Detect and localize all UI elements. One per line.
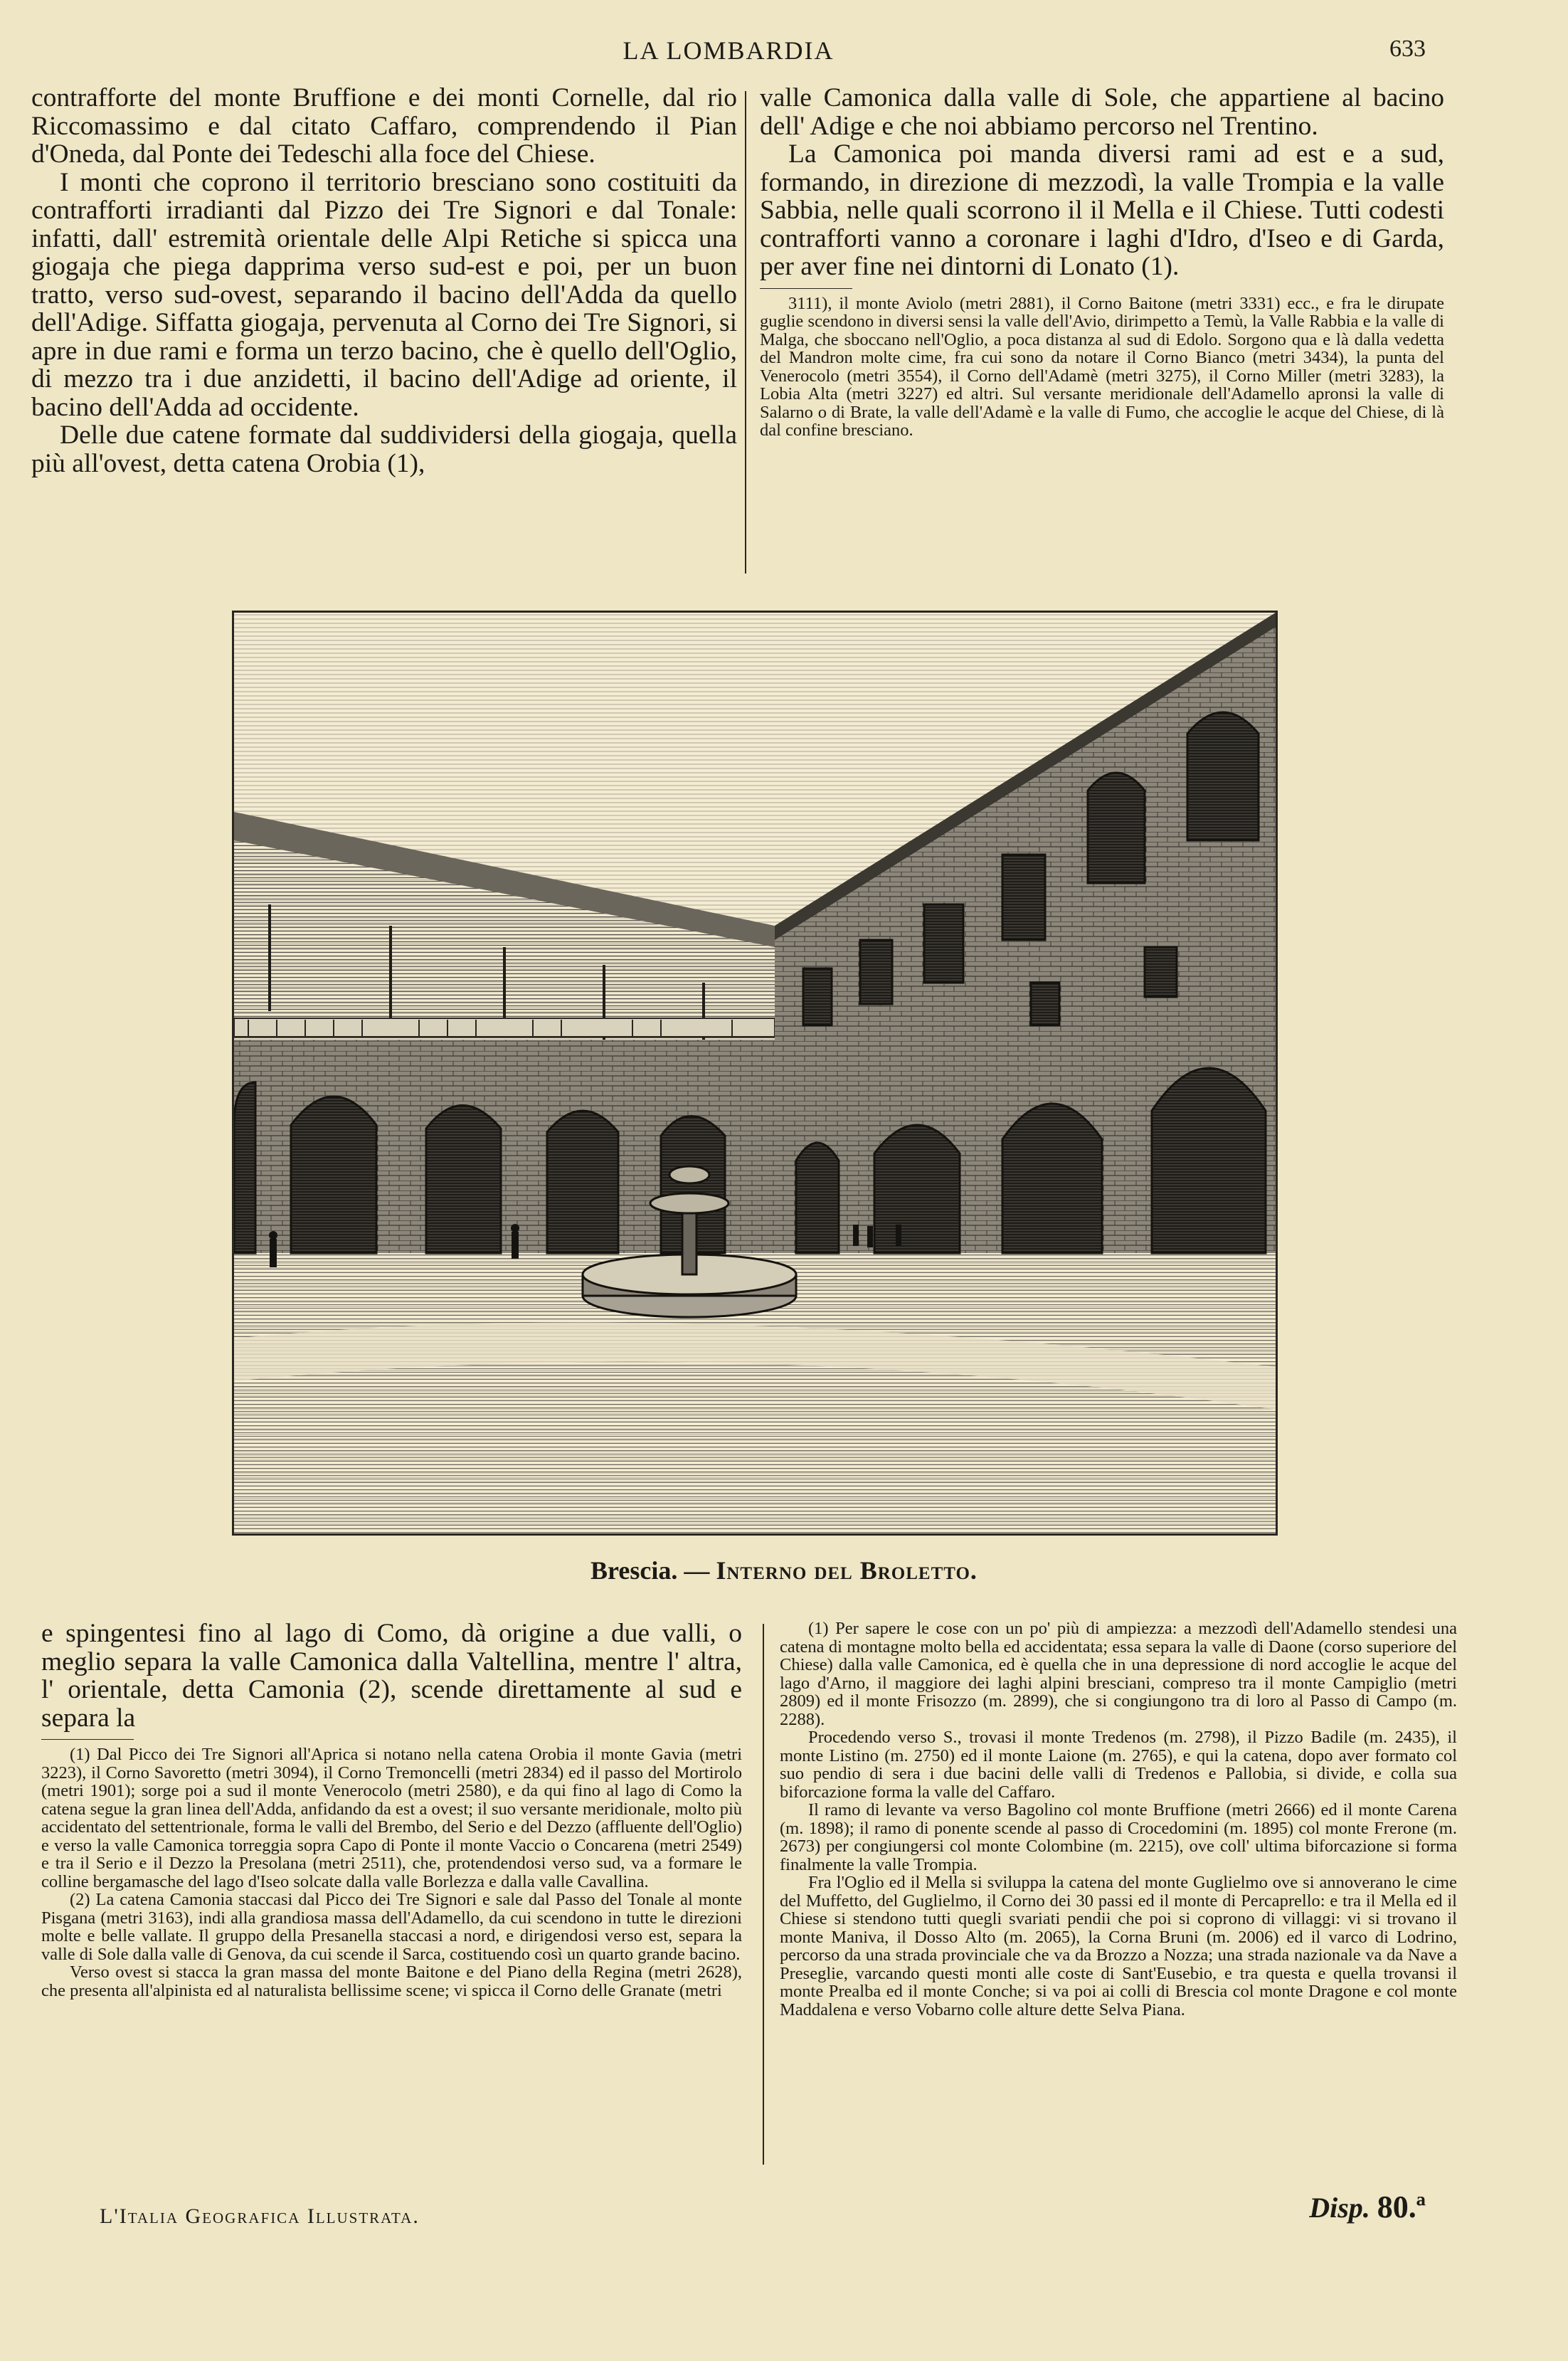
top-left-column (31, 84, 737, 477)
bottom-right-column (780, 1620, 1457, 2019)
paragraph: I monti che coprono il territorio bresciano sono costituiti da contrafforti irradianti dal Pizzo dei Tre Signori e dal Tonale: infatti, dall' estremità orientale delle Alpi Retiche si spicca una giogaja che piega dapprima verso sud-est e poi, per un buon tratto, verso sud-ovest, separando il bacino dell'Adda da quello dell'Adige. Siffatta giogaja, pervenuta al Corno dei Tre Signori, si apre in due rami e forma un terzo bacino, che è quello dell'Oglio, di mezzo tra i due anzidetti, il bacino dell'Adige ad oriente, il bacino dell'Adda ad occidente. (31, 167, 737, 422)
footnote: Procedendo verso S., trovasi il monte Tredenos (m. 2798), il Pizzo Badile (m. 2435), il monte Listino (m. 2750) ed il monte Laione (m. 2765), e qui la catena, dopo aver formato col suo pendio di sera i due bacini delle valli di Tredenos e Pallobia, si divide, e colla sua biforcazione forma la valle del Caffaro. (780, 1728, 1457, 1802)
footnote: (2) La catena Camonia staccasi dal Picco dei Tre Signori e sale dal Passo del Tonale al monte Pisgana (metri 3163), indi alla grandiosa massa dell'Adamello, da cui scendono in tutte le direzioni molte e belle vallate. Il gruppo della Presanella staccasi a nord, e dirigendosi verso est, separa la valle di Sole dalla valle di Genova, da cui scende il Sarca, costituendo così un quarto grande bacino. (41, 1890, 742, 1964)
footnote: (1) Per sapere le cose con un po' più di ampiezza: a mezzodì dell'Adamello stendesi una catena di montagne molto bella ed accidentata; essa separa la valle di Daone (corso superiore del Chiese) dalla valle Camonica, ed è quella che in una depressione di nord accoglie le acque del lago d'Arno, il maggiore dei laghi alpini bresciani, compreso tra il monte Campiglio (metri 2809) ed il monte Frisozzo (m. 2899), che si congiungono tra di loro al Passo di Campo (m. 2288). (780, 1619, 1457, 1729)
dispensa-number: 80.ª (1377, 2190, 1426, 2224)
paragraph: e spingentesi fino al lago di Como, dà origine a due valli, o meglio separa la valle Camonica dalla Valtellina, mentre l' altra, l' orientale, detta Camonia (2), scende direttamente al sud e separa la (41, 1619, 742, 1733)
running-title: LA LOMBARDIA (623, 36, 835, 65)
engraving-brescia-broletto (232, 611, 1278, 1536)
publication-title: L'Italia Geografica Illustrata. (100, 2204, 420, 2228)
footnote: Verso ovest si stacca la gran massa del monte Baitone e del Piano della Regina (metri 2628), che presenta all'alpinista ed al naturalista bellissime scene; vi spicca il Corno delle Granate (metri (41, 1963, 742, 2000)
footnote: 3111), il monte Aviolo (metri 2881), il Corno Baitone (metri 3331) ecc., e fra le dirupate guglie scendono in diversi sensi la valle dell'Avio, dirimpetto a Temù, la Valle Rabbia e la valle di Malga, che sboccano nell'Oglio, a poca distanza al sud di Edolo. Sorgono qua e là dalla vedetta del Mandron molte cime, fra cui sono da notare il Corno Bianco (metri 3434), la punta del Venerocolo (metri 3554), il Corno dell'Adamè (metri 3275), il Corno Miller (metri 3283), la Lobia Alta (metri 3227) ed altri. Sul versante meridionale dell'Adamello apronsi la valle di Salarno o di Brate, la valle dell'Adamè e la valle di Fumo, che accoglie le acque del Chiese, di là dal confine bresciano. (760, 293, 1444, 440)
caption-place: Brescia. — (590, 1556, 710, 1585)
footnote: (1) Dal Picco dei Tre Signori all'Aprica si notano nella catena Orobia il monte Gavia (metri 3223), il Corno Savoretto (metri 3094), il Corno Tremoncelli (metri 2834) ed il passo del Mortirolo (metri 1901); sorge poi a sud il monte Venerocolo (metri 2580), e da qui fino al lago di Como la catena segue la gran linea dell'Adda, anfidando da est a ovest; il suo versante meridionale, molto più accidentato del settentrionale, forma le valli del Brembo, del Serio e del Dezzo (affluente dell'Oglio) e verso la valle Camonica torreggia sopra Capo di Ponte il monte Vaccio o Concarena (metri 2549) e tra il Serio e il Dezzo la Presolana (metri 2511), che, protendendosi verso sud, va a formare le colline bergamasche del lago d'Iseo solcate dalla valle Borlezza e dalla valle Cavallina. (41, 1745, 742, 1891)
paragraph: valle Camonica dalla valle di Sole, che appartiene al bacino dell' Adige e che noi abbiamo percorso nel Trentino. (760, 83, 1444, 141)
page-number: 633 (1389, 36, 1426, 62)
running-header (31, 36, 1426, 78)
dispensa-label: Disp. (1309, 2192, 1370, 2224)
top-right-column (760, 84, 1444, 440)
caption-title: Interno del Broletto. (716, 1556, 978, 1585)
paragraph: Delle due catene formate dal suddividersi della giogaja, quella più all'ovest, detta catena Orobia (1), (31, 421, 737, 478)
figure-caption (0, 1555, 1568, 1585)
footnote: Il ramo di levante va verso Bagolino col monte Bruffione (metri 2666) ed il monte Carena (m. 1898); il ramo di ponente scende al passo di Crocedomini (m. 1895) col monte Frerone (m. 2673) per congiungersi col monte Colombine (m. 2215), ove coll' ultima biforcazione si forma finalmente la valle Trompia. (780, 1800, 1457, 1874)
column-divider (745, 91, 746, 574)
footnote: Fra l'Oglio ed il Mella si sviluppa la catena del monte Guglielmo ove si annoverano le cime del Muffetto, del Guglielmo, il Corno dei 30 passi ed il monte di Percaprello: e tra il Mella ed il Chiese si stendono tutti quegli svariati pendii che poi si coprono di villaggi: vi si trovano il monte Maniva, il Dosso Alto (m. 2065), la Corna Bruni (m. 2006) ed il varco di Lodrino, percorso da una strada provinciale che va da Brozzo a Nozza; una strada nazionale va da Nave a Preseglie, varcando questi monti alle coste di Sant'Eusebio, e tra questa e quella trovansi il monte Prealba ed il monte Conche; si va poi ai colli di Brescia col monte Dragone e col monte Maddalena e verso Vobarno colle alture dette Selva Piana. (780, 1873, 1457, 2019)
dispensa-mark (1309, 2189, 1426, 2225)
paragraph: contrafforte del monte Bruffione e dei monti Cornelle, dal rio Riccomassimo e dal citato Caffaro, comprendendo il Pian d'Oneda, dal Ponte dei Tedeschi alla foce del Chiese. (31, 83, 737, 169)
bottom-left-column (41, 1620, 742, 2000)
paragraph: La Camonica poi manda diversi rami ad est e a sud, formando, in direzione di mezzodì, la valle Trompia e la valle Sabbia, nelle quali scorrono il il Mella e il Chiese. Tutti codesti contrafforti vanno a coronare i laghi d'Idro, d'Iseo e di Garda, per aver fine nei dintorni di Lonato (1). (760, 139, 1444, 281)
column-divider (763, 1624, 764, 2165)
